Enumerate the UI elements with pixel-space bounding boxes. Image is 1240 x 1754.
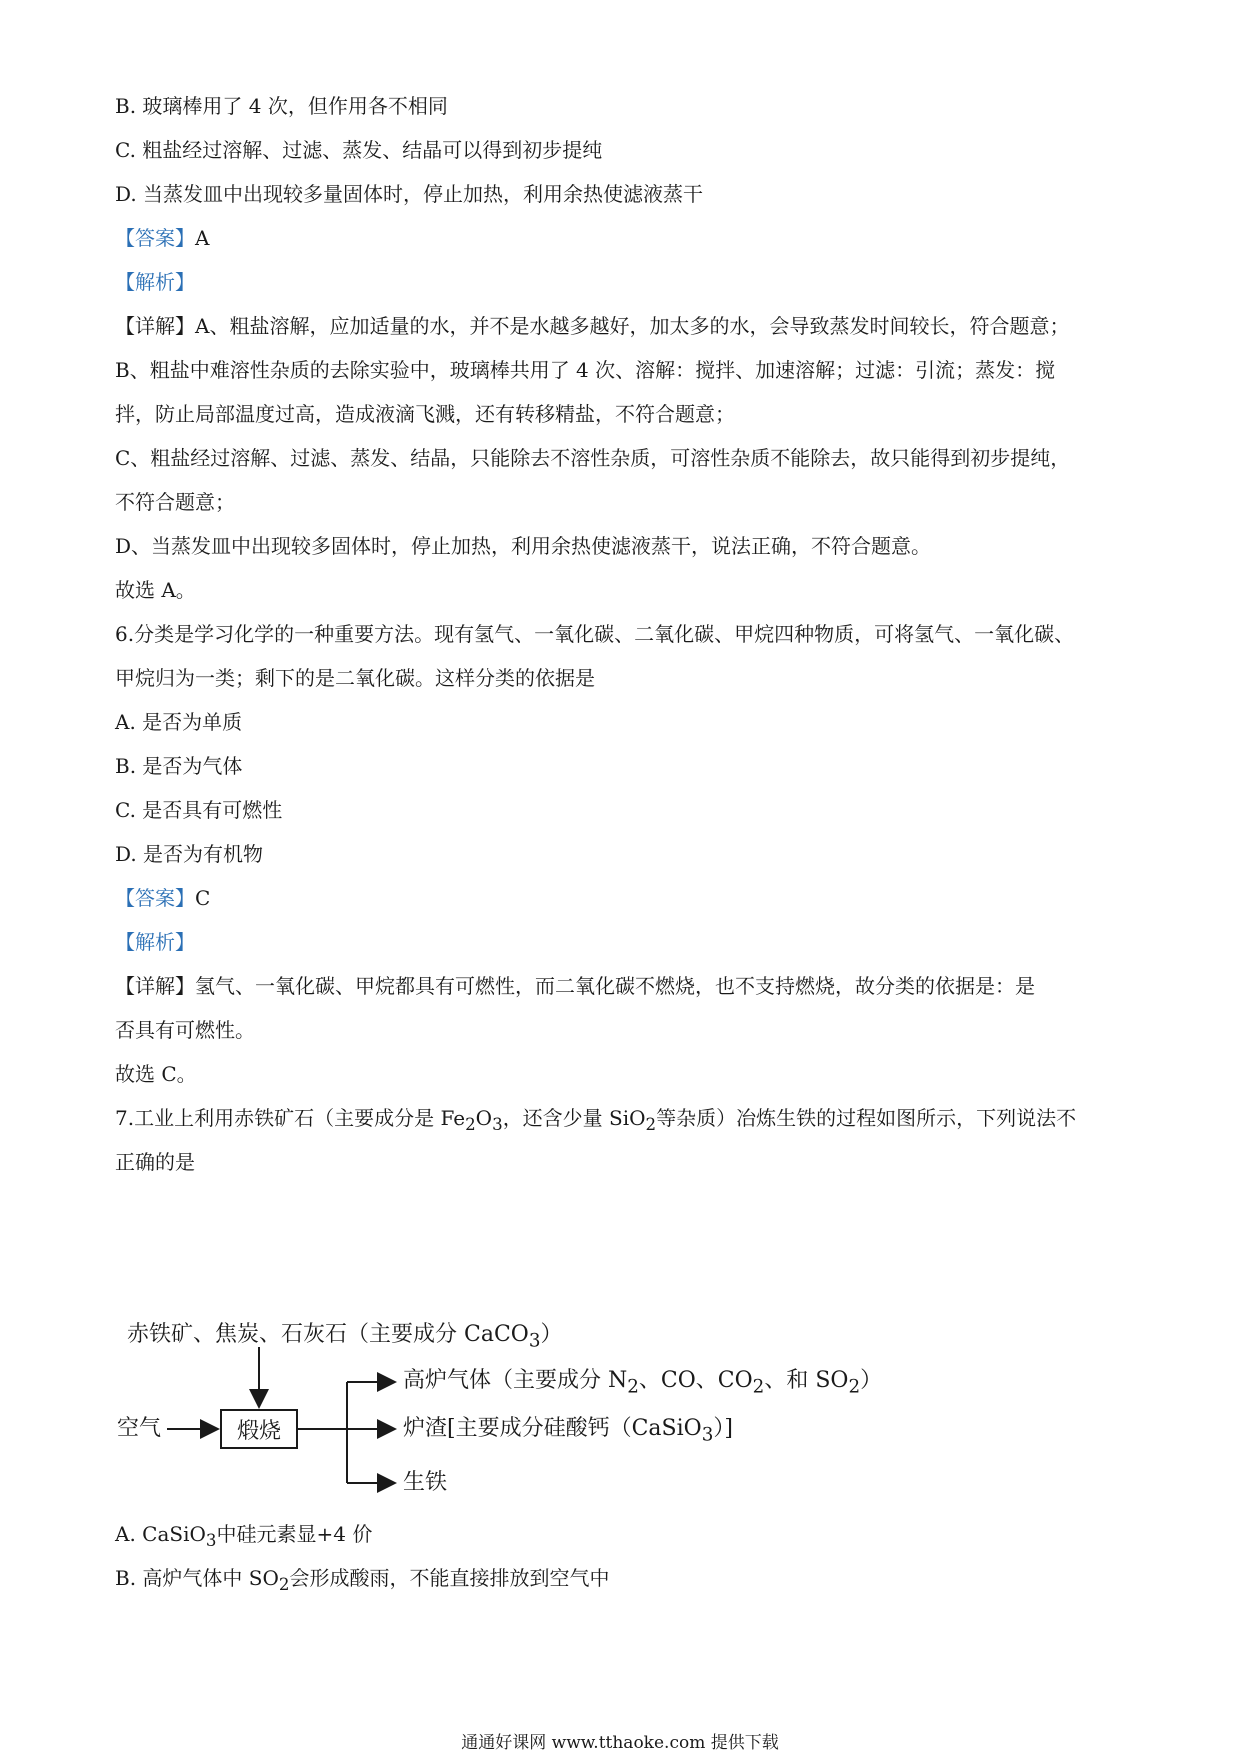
option-b-line [115, 1564, 609, 1599]
answer-label: 【答案】 [115, 886, 195, 910]
slag-label [403, 1415, 733, 1449]
option-a-line: A. 是否为单质 [115, 710, 243, 734]
detail-line: B、粗盐中难溶性杂质的去除实验中，玻璃棒共用了 4 次、溶解：搅拌、加速溶解；过滤：引流；蒸发：搅 [115, 358, 1056, 382]
analysis-label: 【解析】 [115, 930, 195, 954]
question-6-stem: 甲烷归为一类；剩下的是二氧化碳。这样分类的依据是 [115, 666, 595, 690]
flow-diagram [115, 1315, 1015, 1530]
air-label: 空气 [117, 1416, 162, 1441]
text-run: A. CaSiO [115, 1522, 206, 1546]
answer-value: C [195, 886, 211, 910]
subscript: 2 [645, 1115, 657, 1134]
question-7-stem: 正确的是 [115, 1150, 195, 1174]
option-d-line: D. 是否为有机物 [115, 842, 264, 866]
text-run: 7.工业上利用赤铁矿石（主要成分是 Fe [115, 1106, 466, 1130]
subscript: 2 [278, 1575, 290, 1594]
text-run: 、和 SO [764, 1368, 849, 1393]
subscript: 3 [492, 1115, 503, 1134]
pig-iron-label: 生铁 [403, 1470, 448, 1495]
blast-furnace-gas-label [403, 1367, 882, 1401]
option-b-line: B. 玻璃棒用了 4 次，但作用各不相同 [115, 94, 448, 118]
detail-line: C、粗盐经过溶解、过滤、蒸发、结晶，只能除去不溶性杂质，可溶性杂质不能除去，故只能得到初步提纯， [115, 446, 1071, 470]
subscript: 2 [627, 1376, 639, 1398]
text-run: ） [540, 1322, 563, 1347]
answer-value: A [195, 226, 210, 250]
answer-line-q6 [115, 884, 210, 912]
option-c-line: C. 粗盐经过溶解、过滤、蒸发、结晶可以得到初步提纯 [115, 138, 603, 162]
option-a-line [115, 1520, 372, 1555]
detail-line: 否具有可燃性。 [115, 1018, 255, 1042]
text-run: O [475, 1106, 493, 1130]
text-run: 、CO、CO [638, 1368, 753, 1393]
detail-line: 【详解】氢气、一氧化碳、甲烷都具有可燃性，而二氧化碳不燃烧，也不支持燃烧，故分类的依据是：是 [115, 974, 1035, 998]
subscript: 3 [701, 1424, 714, 1446]
analysis-label: 【解析】 [115, 270, 195, 294]
text-run: 炉渣[主要成分硅酸钙（CaSiO [403, 1416, 702, 1441]
detail-line: D、当蒸发皿中出现较多固体时，停止加热，利用余热使滤液蒸干，说法正确，不符合题意。 [115, 534, 932, 558]
conclusion-line: 故选 C。 [115, 1062, 197, 1086]
subscript: 2 [465, 1115, 476, 1134]
detail-line: 不符合题意； [115, 490, 235, 514]
text-run: ） [860, 1368, 883, 1393]
subscript: 3 [528, 1330, 541, 1352]
page-footer: 通通好课网 www.tthaoke.com 提供下载 [461, 1733, 779, 1753]
text-run: B. 高炉气体中 SO [115, 1566, 279, 1590]
conclusion-line: 故选 A。 [115, 578, 196, 602]
detail-line: 拌，防止局部温度过高，造成液滴飞溅，还有转移精盐，不符合题意； [115, 402, 735, 426]
option-d-line: D. 当蒸发皿中出现较多量固体时，停止加热，利用余热使滤液蒸干 [115, 182, 704, 206]
question-6-stem: 6.分类是学习化学的一种重要方法。现有氢气、一氧化碳、二氧化碳、甲烷四种物质，可将氢气、一氧化碳、 [115, 622, 1075, 646]
answer-line-q5 [115, 224, 209, 252]
subscript: 3 [205, 1531, 217, 1550]
process-label: 煅烧 [236, 1418, 281, 1444]
detail-line: 【详解】A、粗盐溶解，应加适量的水，并不是水越多越好，加太多的水，会导致蒸发时间较长，符合题意； [115, 314, 1070, 338]
answer-label: 【答案】 [115, 226, 195, 250]
question-7-stem [115, 1104, 1076, 1139]
inputs-label [127, 1321, 563, 1355]
option-c-line: C. 是否具有可燃性 [115, 798, 283, 822]
text-run: ，还含少量 SiO [502, 1106, 646, 1130]
option-b-line: B. 是否为气体 [115, 754, 243, 778]
text-run: 高炉气体（主要成分 N [403, 1368, 628, 1393]
subscript: 2 [848, 1376, 861, 1398]
text-run: ）] [713, 1416, 733, 1441]
process-box [220, 1409, 298, 1449]
text-run: 等杂质）冶炼生铁的过程如图所示，下列说法不 [656, 1106, 1077, 1130]
subscript: 2 [752, 1376, 765, 1398]
text-run: 赤铁矿、焦炭、石灰石（主要成分 CaCO [127, 1322, 529, 1347]
text-run: 会形成酸雨，不能直接排放到空气中 [289, 1566, 610, 1590]
text-run: 中硅元素显+4 价 [216, 1522, 373, 1546]
